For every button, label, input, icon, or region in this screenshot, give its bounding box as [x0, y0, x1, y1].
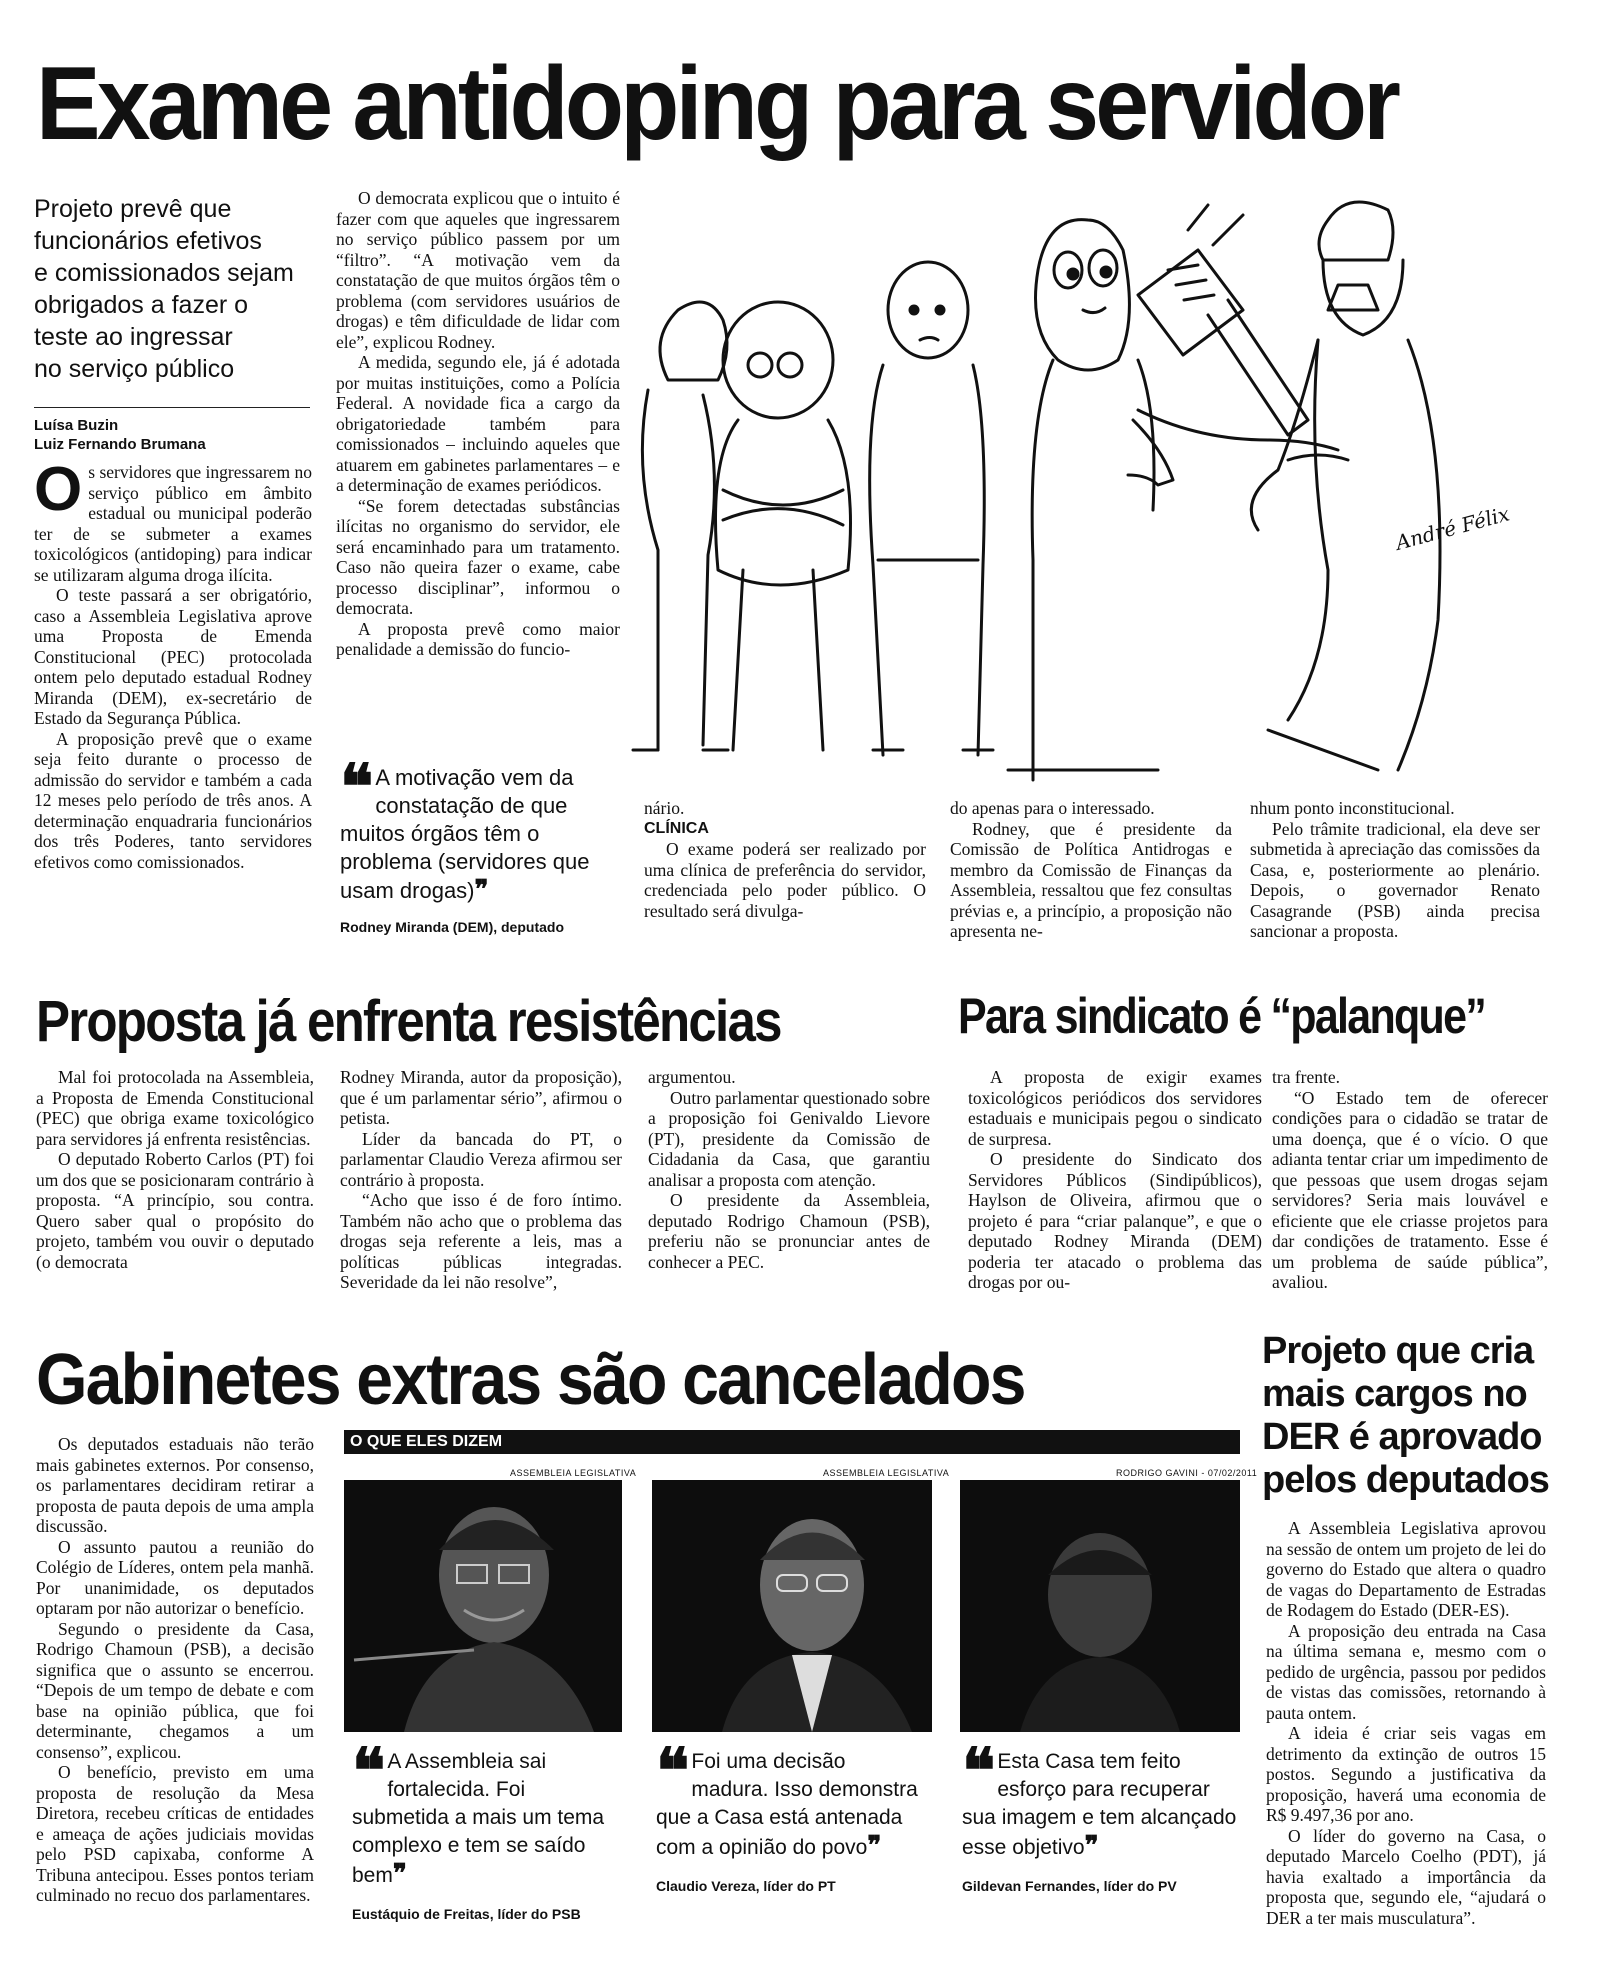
- panel-title: O QUE ELES DIZEM: [350, 1433, 503, 1450]
- resist-col2: [340, 1067, 622, 1293]
- der-headline: [1262, 1330, 1549, 1502]
- gab-headline: Gabinetes extras são cancelados: [36, 1340, 1025, 1420]
- main-col3: [644, 798, 926, 921]
- subhead: CLÍNICA: [644, 819, 709, 837]
- paragraph: O deputado Roberto Carlos (PT) foi um dos que se posicionaram contrário à proposta. “A princípio, sou contra. Quero saber qual o propósito do projeto, também vou ouvir o deputado (o democrata: [36, 1149, 314, 1272]
- paragraph: Segundo o presidente da Casa, Rodrigo Chamoun (PSB), a decisão significa que o assunto se encerrou. “Depois de um tempo de debate e com base na opinião pública, que foi determinante, chegamos a um consenso”, explicou.: [36, 1618, 314, 1762]
- photo-credit: ASSEMBLEIA LEGISLATIVA: [510, 1468, 637, 1478]
- paragraph: A Assembleia Legislativa aprovou na sessão de ontem um projeto de lei do governo do Estado que altera o quadro de vagas do Departamento de Estradas de Rodagem do Estado (DER-ES).: [1266, 1518, 1546, 1620]
- deck-line: teste ao ingressar: [34, 323, 233, 351]
- paragraph: s servidores que ingressarem no serviço público em âmbito estadual ou municipal poderão ter de se submeter a exames toxicológicos (antidoping) para indicar se utilizaram alguma droga ilícita.: [34, 462, 312, 585]
- portrait-photo: [344, 1480, 622, 1732]
- paragraph: tra frente.: [1272, 1067, 1341, 1087]
- main-col5: [1250, 798, 1540, 942]
- paragraph: Os deputados estaduais não terão mais gabinetes externos. Por consenso, os parlamentares decidiram retirar a proposta de pauta depois de uma ampla discussão.: [36, 1434, 314, 1536]
- paragraph: A medida, segundo ele, já é adotada por muitas instituições, como a Polícia Federal. A novidade fica a cargo da obrigatoriedade também para comissionados – incluindo aqueles que atuarem em gabinetes parlamentares – e a determinação de exames periódicos.: [336, 352, 620, 495]
- paragraph: O teste passará a ser obrigatório, caso a Assembleia Legislativa aprove uma Proposta de Emenda Constitucional (PEC) protocolada ontem pelo deputado estadual Rodney Miranda (DEM), ex-secretário de Estado da Segurança Pública.: [34, 585, 312, 728]
- photo-credit: RODRIGO GAVINI - 07/02/2011: [1116, 1468, 1258, 1478]
- close-quote-icon: ❞: [392, 1859, 407, 1888]
- photo-credit: ASSEMBLEIA LEGISLATIVA: [823, 1468, 950, 1478]
- paragraph: A proposição prevê que o exame seja feito durante o processo de admissão do servidor e também a cada 12 meses pelo período de três anos. A determinação enquadraria funcionários dos três Poderes, tanto servidores efetivos como comissionados.: [34, 728, 312, 872]
- portrait-photo: [652, 1480, 932, 1732]
- paragraph: O assunto pautou a reunião do Colégio de Líderes, ontem pela manhã. Por unanimidade, os deputados optaram por não autorizar o benefício.: [36, 1536, 314, 1618]
- portrait-photo: [960, 1480, 1240, 1732]
- paragraph: O presidente do Sindicato dos Servidores Públicos (Sindipúblicos), Haylson de Oliveira, afirmou que o projeto é para “criar palanque”, e que o deputado Rodney Miranda (DEM) poderia ter atacado o problema das drogas por ou-: [968, 1149, 1262, 1292]
- paragraph: O democrata explicou que o intuito é fazer com que aqueles que ingressarem no serviço público passem por um “filtro”. “A motivação vem da constatação de que muitos órgãos têm o problema (com servidores usuários de drogas) e têm dificuldade de lidar com ele”, explicou Rodney.: [336, 188, 620, 352]
- close-quote-icon: ❞: [867, 1831, 882, 1860]
- panel-quote-text: Esta Casa tem feito esforço para recuperar sua imagem e tem alcançado esse objetivo: [962, 1750, 1237, 1859]
- der-headline-line: pelos deputados: [1262, 1459, 1549, 1501]
- byline-rule: [34, 407, 310, 408]
- der-headline-line: mais cargos no: [1262, 1373, 1527, 1415]
- cartoon-signature: André Félix: [1393, 501, 1512, 555]
- resist-col3: [648, 1067, 930, 1272]
- paragraph: O presidente da Assembleia, deputado Rodrigo Chamoun (PSB), preferiu não se pronunciar antes de conhecer a PEC.: [648, 1190, 930, 1272]
- pullquote: [340, 754, 620, 941]
- gab-col: [36, 1434, 314, 1906]
- panel-quote-text: A Assembleia sai fortalecida. Foi submetida a mais um tema complexo e tem se saído bem: [352, 1750, 605, 1887]
- paragraph: “Se forem detectadas substâncias ilícitas no organismo do servidor, ele será encaminhado para um tratamento. Caso não queira fazer o exame, cabe processo disciplinar”, informou o democrata.: [336, 495, 620, 618]
- deck-line: obrigados a fazer o: [34, 291, 249, 319]
- paragraph: O exame poderá ser realizado por uma clínica de preferência do servidor, credenciada pelo poder público. O resultado será divulga-: [644, 839, 926, 921]
- byline-author: Luiz Fernando Brumana: [34, 436, 206, 453]
- der-headline-line: Projeto que cria: [1262, 1330, 1534, 1372]
- paragraph: A proposição deu entrada na Casa na última semana e, mesmo com o pedido de urgência, passou por pedidos de vistas das comissões, retornando à pauta ontem.: [1266, 1620, 1546, 1723]
- sind-col2: [1272, 1067, 1548, 1293]
- panel-quote-text: Foi uma decisão madura. Isso demonstra que a Casa está antenada com a opinião do povo: [656, 1750, 918, 1859]
- main-deck: [34, 193, 324, 385]
- paragraph: O líder do governo na Casa, o deputado Marcelo Coelho (PDT), já havia exaltado a importância da proposta que, segundo ele, “ajudará o DER a ter mais musculatura”.: [1266, 1825, 1546, 1928]
- paragraph: A ideia é criar seis vagas em detrimento da extinção de outros 15 postos. Segundo a justificativa da proposição, haverá uma economia de R$ 9.497,36 por ano.: [1266, 1723, 1546, 1825]
- close-quote-icon: ❞: [1084, 1831, 1099, 1860]
- paragraph: Pelo trâmite tradicional, ela deve ser submetida à apreciação das comissões da Casa, e, posteriormente ao plenário. Depois, o governador Renato Casagrande (PSB) ainda precisa sancionar a proposta.: [1250, 818, 1540, 941]
- sind-headline: Para sindicato é “palanque”: [958, 988, 1486, 1044]
- paragraph: A proposta prevê como maior penalidade a demissão do funcio-: [336, 618, 620, 659]
- open-quote-icon: ❝: [656, 1738, 684, 1806]
- panel-quote: [352, 1738, 622, 1928]
- byline-author: Luísa Buzin: [34, 417, 119, 434]
- resist-col1: [36, 1067, 314, 1272]
- deck-line: funcionários efetivos: [34, 227, 262, 255]
- open-quote-icon: ❝: [352, 1738, 380, 1806]
- open-quote-icon: ❝: [962, 1738, 990, 1806]
- main-col2: [336, 188, 620, 660]
- paragraph: Mal foi protocolada na Assembleia, a Proposta de Emenda Constitucional (PEC) que obriga exame toxicológico para servidores já enfrenta resistências.: [36, 1067, 314, 1149]
- paragraph: Outro parlamentar questionado sobre a proposição foi Genivaldo Lievore (PT), presidente da Comissão de Cidadania da Casa, que garantiu analisar a proposta com atenção.: [648, 1087, 930, 1190]
- panel-quote-attribution: Eustáquio de Freitas, líder do PSB: [352, 1906, 581, 1922]
- pullquote-attribution: Rodney Miranda (DEM), deputado: [340, 919, 564, 935]
- panel-quote: [656, 1738, 926, 1900]
- close-quote-icon: ❞: [474, 875, 489, 904]
- der-headline-line: DER é aprovado: [1262, 1416, 1542, 1458]
- paragraph: nhum ponto inconstitucional.: [1250, 798, 1455, 818]
- paragraph: do apenas para o interessado.: [950, 798, 1155, 818]
- deck-line: e comissionados sejam: [34, 259, 294, 287]
- panel-quote-attribution: Claudio Vereza, líder do PT: [656, 1878, 836, 1894]
- bylines: [34, 416, 206, 454]
- paragraph: Rodney, que é presidente da Comissão de Política Antidrogas e membro da Comissão de Finanças da Assembleia, ressaltou que fez consultas prévias e, a princípio, a proposição não apresenta ne-: [950, 818, 1232, 941]
- panel-quote: [962, 1738, 1240, 1900]
- panel-title-bar: [344, 1430, 1240, 1454]
- dropcap: O: [34, 455, 83, 524]
- paragraph: nário.: [644, 798, 685, 818]
- paragraph: argumentou.: [648, 1067, 736, 1087]
- deck-line: no serviço público: [34, 355, 235, 383]
- sind-col1: [968, 1067, 1262, 1293]
- paragraph: “O Estado tem de oferecer condições para o cidadão se tratar de uma doença, que é o vício. O que adianta tentar criar um impedimento de que pessoas que usem drogas sejam servidores? Seria mais louvável e eficiente que ele criasse projetos para dar condições de tratamento. Esse é um problema de saúde pública”, avaliou.: [1272, 1087, 1548, 1292]
- panel-quote-attribution: Gildevan Fernandes, líder do PV: [962, 1878, 1177, 1894]
- paragraph: A proposta de exigir exames toxicológicos periódicos dos servidores estaduais e municipais pegou o sindicato de surpresa.: [968, 1067, 1262, 1149]
- paragraph: Líder da bancada do PT, o parlamentar Claudio Vereza afirmou ser contrário à proposta.: [340, 1128, 622, 1190]
- deck-line: Projeto prevê que: [34, 195, 232, 223]
- open-quote-icon: ❝: [340, 754, 368, 822]
- cartoon-illustration: [628, 190, 1528, 790]
- paragraph: Rodney Miranda, autor da proposição), que é um parlamentar sério”, afirmou o petista.: [340, 1067, 622, 1128]
- pullquote-text: A motivação vem da constatação de que muitos órgãos têm o problema (servidores que usam drogas): [340, 765, 590, 903]
- paragraph: O benefício, previsto em uma proposta de resolução da Mesa Diretora, recebeu críticas de entidades e ameaça de ações judiciais movidas pelo PSD capixaba, conforme A Tribuna antecipou. Esses pontos teriam culminado no recuo dos parlamentares.: [36, 1762, 314, 1905]
- der-col: [1266, 1518, 1546, 1928]
- resist-headline: Proposta já enfrenta resistências: [36, 989, 781, 1054]
- paragraph: “Acho que isso é de foro íntimo. Também não acho que o problema das drogas seja referente a leis, mas a políticas públicas integradas. Severidade da lei não resolve”,: [340, 1190, 622, 1292]
- main-col4: [950, 798, 1232, 942]
- main-headline: Exame antidoping para servidor: [36, 46, 1398, 162]
- main-col1: [34, 455, 312, 872]
